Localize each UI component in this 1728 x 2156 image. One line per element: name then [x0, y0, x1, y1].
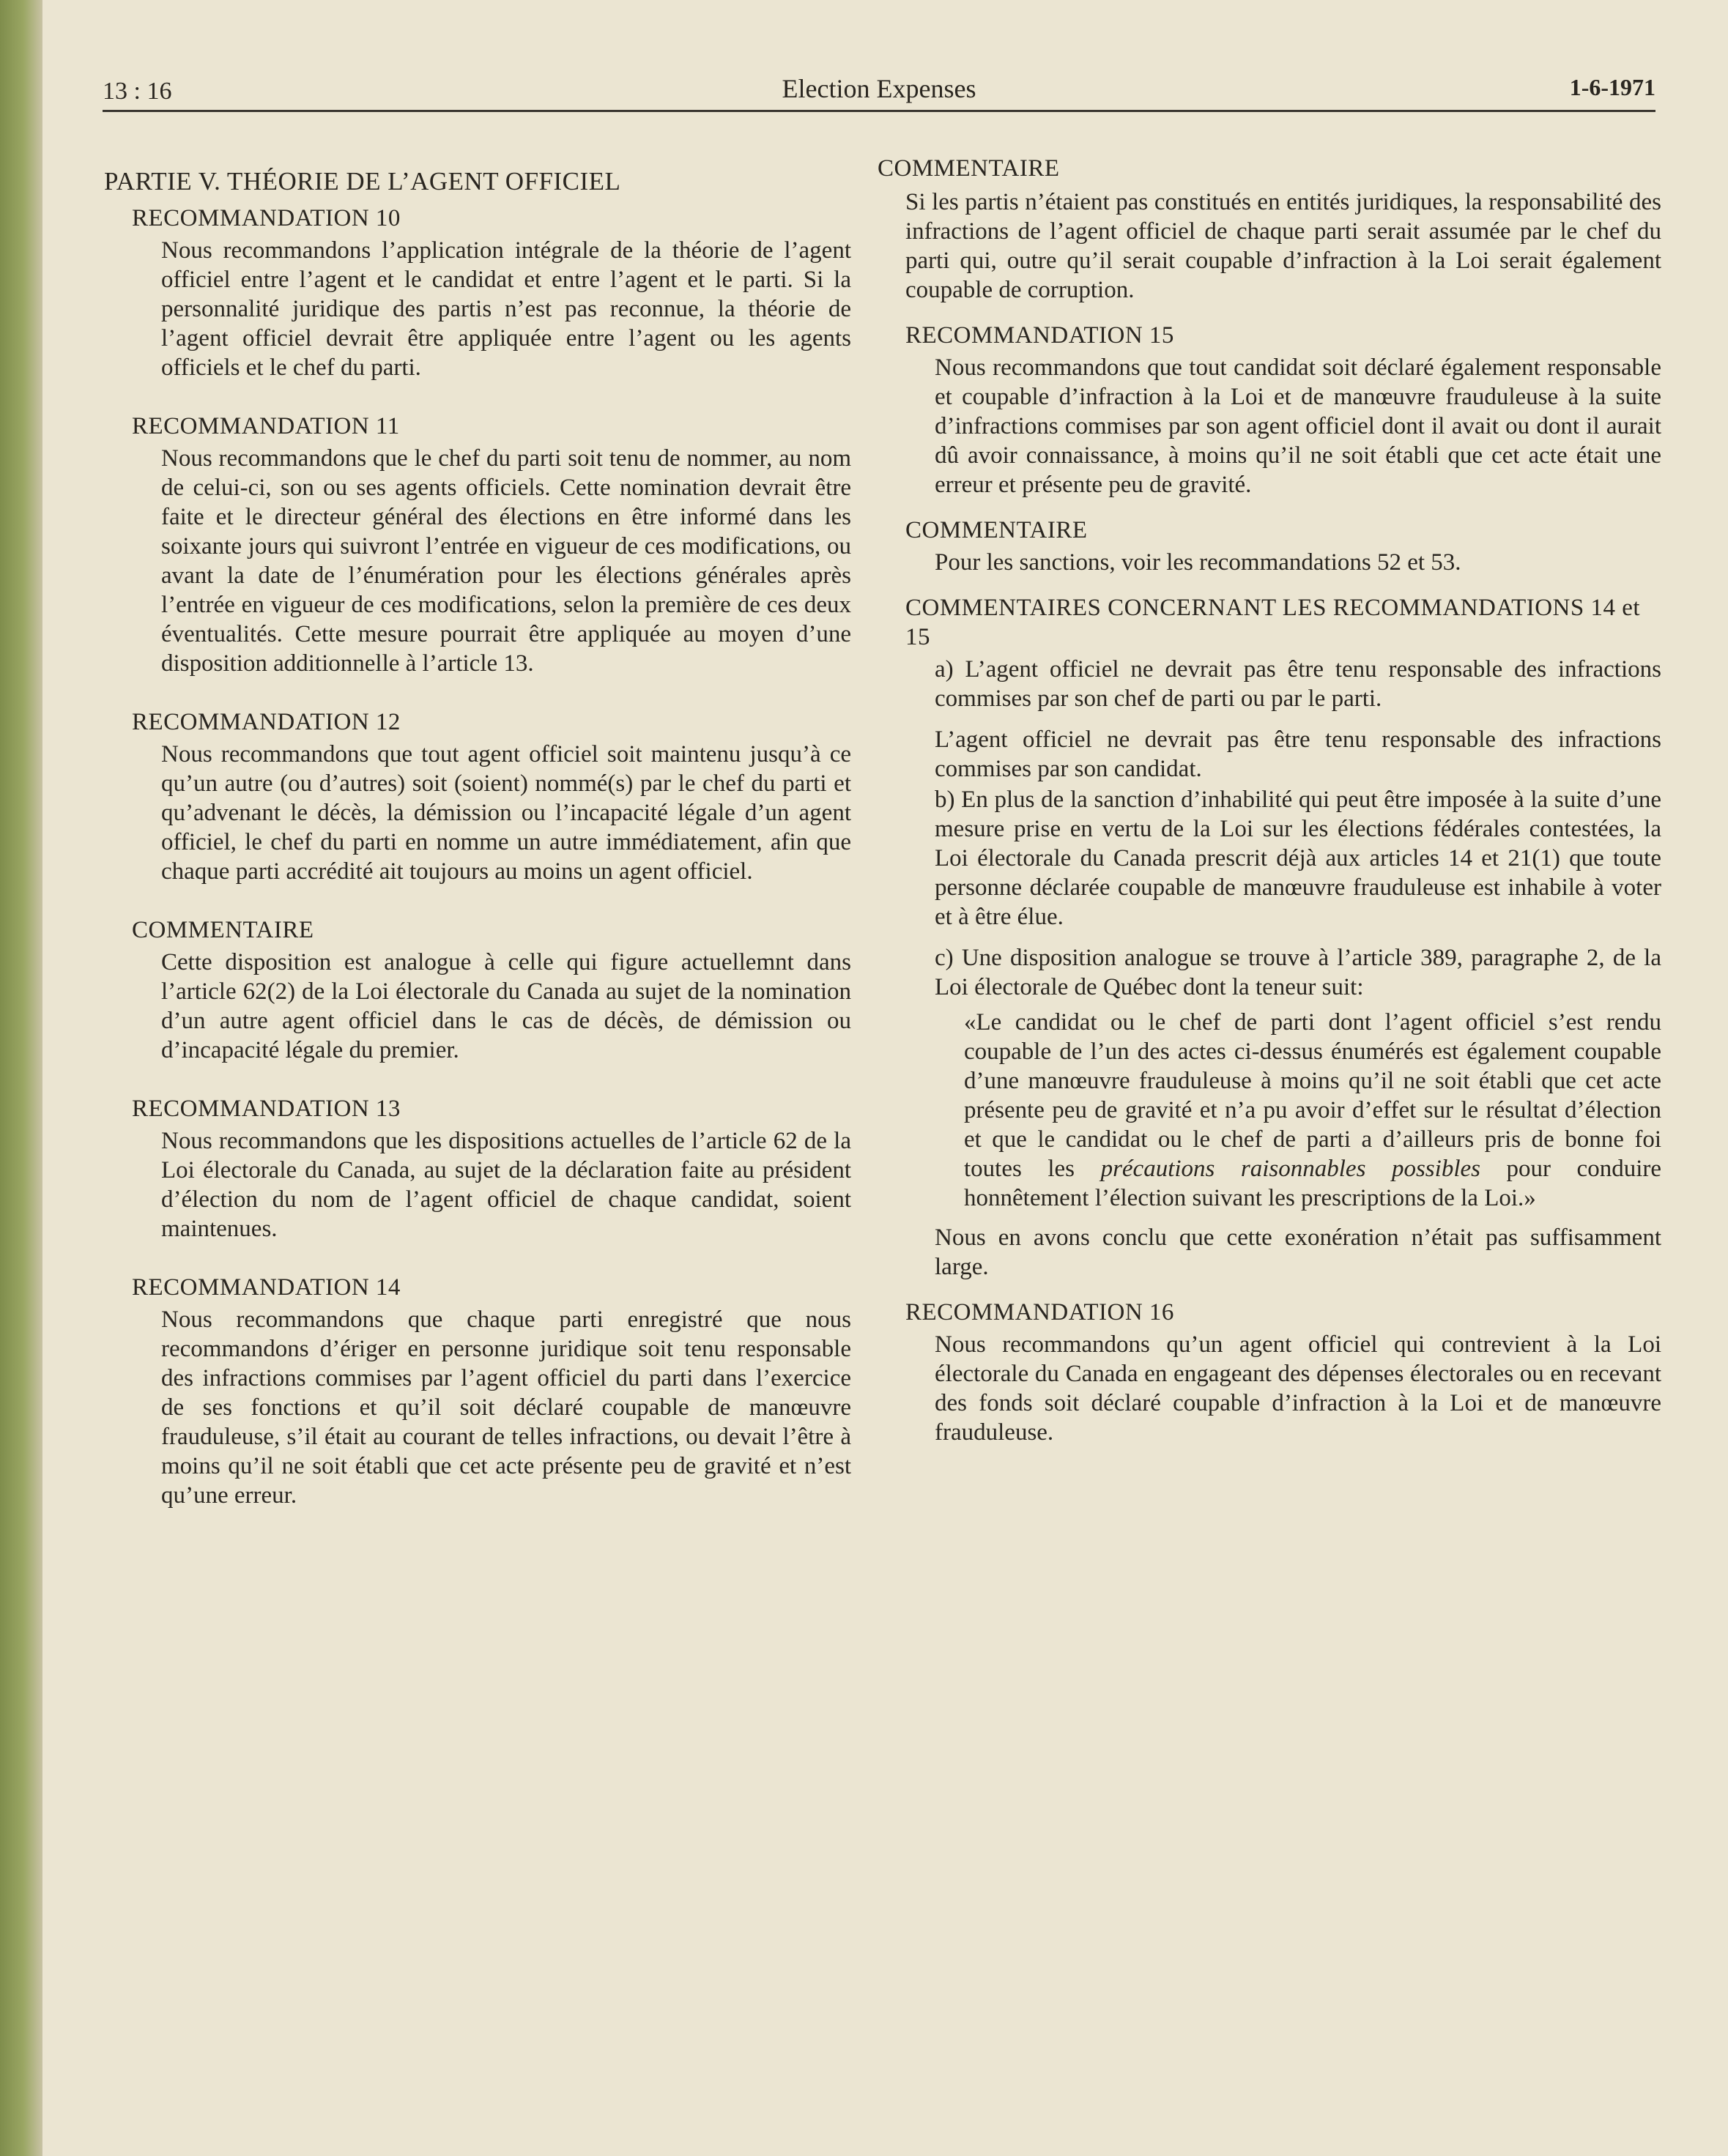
recommendation-text: Nous recommandons que chaque parti enregistré que nous recommandons d’ériger en personne juridique soit tenu responsable des infractions commises par l’agent officiel du parti dans l’exercice de ses fonctions et qu’il soit déclaré coupable de manœuvre frauduleuse, s’il était au courant de telles infractions, ou devait l’être à moins qu’il ne soit établi que cet acte présente peu de gravité et n’est qu’une erreur.	[161, 1306, 851, 1509]
page-date: 1-6-1971	[1569, 74, 1655, 100]
commentary-point-a: a) L’agent officiel ne devrait pas être tenu responsable des infractions commises par son chef de parti ou par le parti.	[935, 656, 1661, 712]
commentary-heading: COMMENTAIRES CONCERNANT LES RECOMMANDATIONS 14 et 15	[905, 595, 1641, 650]
recommendation-heading: RECOMMANDATION 11	[132, 413, 400, 439]
book-spine-edge	[0, 0, 42, 2156]
recommendation-text: Nous recommandons qu’un agent officiel qui contrevient à la Loi électorale du Canada en engageant des dépenses électorales ou en recevant des fonds soit déclaré coupable d’infraction à la Loi et de manœuvre frauduleuse.	[935, 1331, 1661, 1446]
running-title: Election Expenses	[782, 74, 976, 103]
page-header	[103, 51, 1655, 112]
recommendation-text: Nous recommandons l’application intégrale de la théorie de l’agent officiel entre l’agent et le candidat et entre l’agent et le parti. Si la personnalité juridique des partis n’est pas reconnue, la théorie de l’agent officiel devrait être appliquée entre l’agent ou les agents officiels et le chef du parti.	[161, 237, 851, 381]
commentary-point-a-2: L’agent officiel ne devrait pas être tenu responsable des infractions commises par son candidat.	[935, 726, 1661, 782]
recommendation-12	[104, 707, 851, 886]
conclusion-text: Nous en avons conclu que cette exonération n’était pas suffisamment large.	[935, 1224, 1661, 1280]
document-page	[42, 0, 1728, 2156]
recommendation-text: Nous recommandons que les dispositions actuelles de l’article 62 de la Loi électorale du Canada, au sujet de la déclaration faite au président d’élection du nom de l’agent officiel de chaque candidat, soient maintenues.	[161, 1128, 851, 1242]
recommendation-heading: RECOMMANDATION 15	[905, 322, 1174, 349]
recommendation-text: Nous recommandons que tout agent officiel soit maintenu jusqu’à ce qu’un autre (ou d’autres) soit (soient) nommé(s) par le chef du parti et qu’advenant le décès, la démission ou l’incapacité légale d’un agent officiel, le chef du parti en nomme un autre immédiatement, afin que chaque parti accrédité ait toujours au moins un agent officiel.	[161, 741, 851, 885]
recommendation-heading: RECOMMANDATION 14	[132, 1274, 401, 1301]
recommendation-16	[878, 1298, 1661, 1447]
commentary-heading: COMMENTAIRE	[132, 917, 314, 943]
recommendation-15	[878, 321, 1661, 499]
commentary-text: Cette disposition est analogue à celle qui figure actuellemnt dans l’article 62(2) de la Loi électorale du Canada au sujet de la nomination d’un autre agent officiel dans le cas de décès, de démission ou d’incapacité légale du premier.	[161, 949, 851, 1063]
recommendation-11	[104, 412, 851, 678]
quote-emphasis: précautions raisonnables possibles	[1100, 1156, 1480, 1182]
commentary-heading: COMMENTAIRE	[905, 517, 1088, 543]
commentary-text: Si les partis n’étaient pas constitués en entités juridiques, la responsabilité des infractions de l’agent officiel de chaque parti serait assumée par le chef du parti qui, outre qu’il serait coupable d’infraction à la Loi serait également coupable de corruption.	[905, 189, 1661, 303]
recommendation-heading: RECOMMANDATION 12	[132, 709, 401, 735]
commentary-point-c: c) Une disposition analogue se trouve à l’article 389, paragraphe 2, de la Loi électorale de Québec dont la teneur suit:	[935, 945, 1661, 1000]
recommendation-14	[104, 1273, 851, 1510]
commentary-point-b: b) En plus de la sanction d’inhabilité qui peut être imposée à la suite d’une mesure prise en vertu de la Loi sur les élections fédérales contestées, la Loi électorale du Canada prescrit déjà aux articles 14 et 21(1) que toute personne déclarée coupable de manœuvre frauduleuse est inhabile à voter et à être élue.	[935, 787, 1661, 930]
recommendation-heading: RECOMMANDATION 16	[905, 1299, 1174, 1326]
quote-end: pour conduire honnêtement l’élection suivant les prescriptions de la Loi.»	[964, 1156, 1661, 1211]
commentary-15	[878, 516, 1661, 577]
recommendation-text: Nous recommandons que tout candidat soit déclaré également responsable et coupable d’infraction à la Loi et de manœuvre frauduleuse à la suite d’infractions commises par son agent officiel dont il avait ou dont il aurait dû avoir connaissance, à moins qu’il ne soit établi que cet acte était une erreur et présente peu de gravité.	[935, 354, 1661, 498]
part-title: PARTIE V. THÉORIE DE L’AGENT OFFICIEL	[104, 167, 621, 196]
right-column	[878, 154, 1661, 1476]
commentary-14	[878, 154, 1661, 305]
commentary-14-15	[878, 593, 1661, 1282]
recommendation-10	[104, 204, 851, 382]
left-column	[104, 154, 851, 1539]
quote-start: «Le candidat ou le chef de parti dont l’agent officiel s’est rendu coupable de l’un des actes ci-dessus énumérés est également coupable d’une manœuvre frauduleuse à moins qu’il ne soit établi que cet acte présente peu de gravité et n’a pu avoir d’effet sur le résultat d’élection et que le candidat ou le chef de parti a d’ailleurs pris de bonne foi toutes les	[964, 1009, 1661, 1182]
recommendation-heading: RECOMMANDATION 13	[132, 1096, 401, 1122]
recommendation-text: Nous recommandons que le chef du parti soit tenu de nommer, au nom de celui-ci, son ou ses agents officiels. Cette nomination devrait être faite et le directeur général des élections en être informé dans les soixante jours qui suivront l’entrée en vigueur de ces modifications, ou avant la date de l’énumération pour les élections générales après l’entrée en vigueur de ces modifications, selon la première de ces deux éventualités. Cette mesure pourrait être appliquée au moyen d’une disposition additionnelle à l’article 13.	[161, 445, 851, 677]
commentary-12	[104, 915, 851, 1065]
recommendation-heading: RECOMMANDATION 10	[132, 205, 401, 231]
recommendation-13	[104, 1094, 851, 1244]
commentary-heading: COMMENTAIRE	[878, 155, 1060, 182]
commentary-text: Pour les sanctions, voir les recommandations 52 et 53.	[935, 549, 1461, 576]
quoted-law-text	[964, 1008, 1661, 1213]
page-number: 13 : 16	[103, 78, 172, 105]
